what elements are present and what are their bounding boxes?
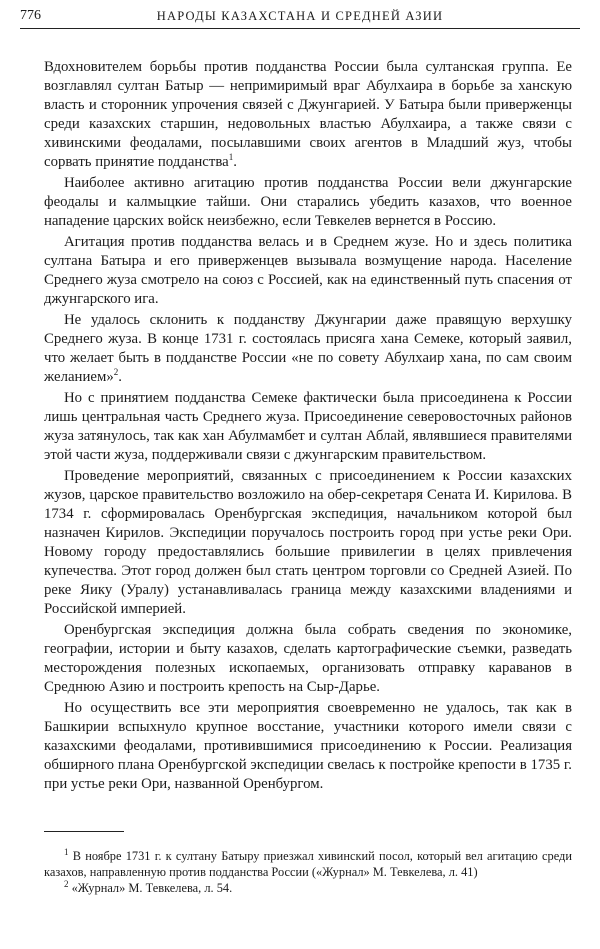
footnote-mark: 1 bbox=[64, 846, 69, 857]
footnote: $^1$ В ноябре 1731 г. к султану Батыру приезжал хивинский посол, который вел агитацию среди казахов, направленную против подданства России («Журнал» М. Тевкелева, л. 41) bbox=[44, 846, 572, 879]
paragraph: Агитация против подданства велась и в Среднем жузе. Но и здесь политика султана Батыра и его приверженцев вызывала возмущение народа. Население Среднего жуза смотрело на союз с Россией, как на единственный путь спасения от джунгарского ига. bbox=[44, 234, 572, 307]
footnote-divider bbox=[44, 831, 124, 832]
paragraph: Вдохновителем борьбы против подданства России была султанская группа. Ее возглавлял султан Батыр — непримиримый враг Абулхаира в борьбе за ханскую власть и сторонник упрочения связей с Джунгарией. У Батыра были приверженцы среди казахских старшин, недовольных властью Абулхаира, а также связи с хивинскими феодалами, посылавшими своих агентов в Младший жуз, чтобы сорвать принятие подданства$^1$. bbox=[44, 59, 572, 170]
paragraph: Оренбургская экспедиция должна была собрать сведения по экономике, географии, истории и быту казахов, сделать картографические съемки, разведать месторождения полезных ископаемых, организовать отправку караванов в Среднюю Азию и построить крепость на Сыр-Дарье. bbox=[44, 622, 572, 695]
paragraph: Проведение мероприятий, связанных с присоединением к России казахских жузов, царское правительство возложило на обер-секретаря Сената И. Кирилова. В 1734 г. сформировалась Оренбургская экспедиция, начальником которой был назначен Кирилов. Экспедиции поручалось построить город при устье реки Ори. Новому городу предоставлялись большие привилегии в целях привлечения купечества. Этот город должен был стать центром торговли со Средней Азией. По реке Яику (Уралу) устанавливалась граница между казахскими владениями и Российской империей. bbox=[44, 468, 572, 617]
page-header bbox=[20, 6, 580, 29]
body-text bbox=[44, 58, 572, 796]
footnote: $^2$ «Журнал» М. Тевкелева, л. 54. bbox=[64, 878, 233, 895]
footnote-ref[interactable]: 1 bbox=[228, 152, 234, 163]
footnote-mark: 2 bbox=[64, 878, 69, 889]
running-title: НАРОДЫ КАЗАХСТАНА И СРЕДНЕЙ АЗИИ bbox=[156, 9, 444, 23]
paragraph: Но осуществить все эти мероприятия своевременно не удалось, так как в Башкирии вспыхнуло крупное восстание, участники которого имели связи с казахскими феодалами, противившимися присоединению к России. Реализация обширного плана Оренбургской экспедиции свелась к постройке крепости в 1735 г. при устье реки Ори, названной Оренбургом. bbox=[44, 700, 572, 792]
page-number: 776 bbox=[20, 8, 41, 23]
paragraph: Не удалось склонить к подданству Джунгарии даже правящую верхушку Среднего жуза. В конце 1731 г. состоялась присяга хана Семеке, который заявил, что желает быть в подданстве России «не по совету Абулхаир хана, по сам своим желанием»$^2$. bbox=[44, 312, 572, 385]
footnote-ref[interactable]: 2 bbox=[113, 367, 119, 378]
paragraph: Но с принятием подданства Семеке фактически была присоединена к России лишь центральная часть Среднего жуза. Присоединение северовосточных районов жуза затянулось, так как хан Абулмамбет и султан Аблай, являвшиеся правителями этой части жуза, поддерживали связи с джунгарским правительством. bbox=[44, 390, 572, 463]
footnotes bbox=[44, 848, 572, 896]
paragraph: Наиболее активно агитацию против подданства России вели джунгарские феодалы и калмыцкие тайши. Они старались убедить казахов, что военное нападение царских войск неизбежно, если Тевкелев вернется в Россию. bbox=[44, 175, 572, 229]
